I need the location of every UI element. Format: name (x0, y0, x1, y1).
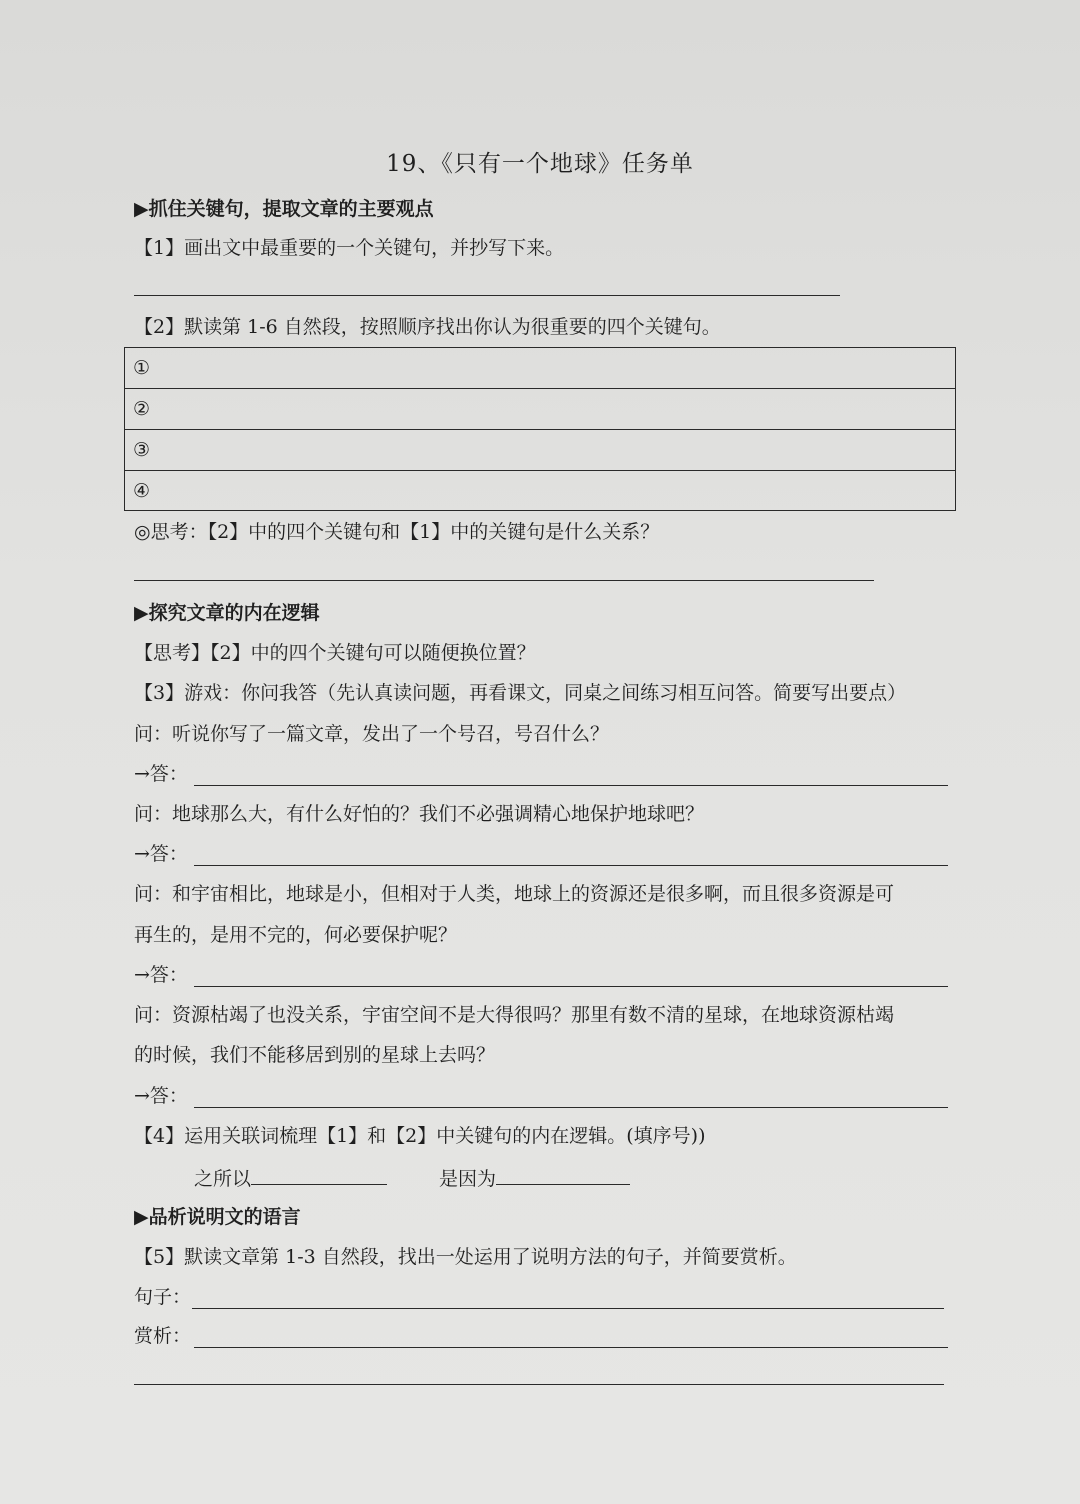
question-1: 【1】画出文中最重要的一个关键句，并抄写下来。 (134, 237, 565, 259)
section2-heading: ▶探究文章的内在逻辑 (134, 602, 320, 624)
question-4: 【4】运用关联词梳理【1】和【2】中关键句的内在逻辑。(填序号)) (134, 1125, 706, 1147)
answer-label-4: →答： (134, 1085, 188, 1107)
qa-question-2: 问：地球那么大，有什么好怕的？我们不必强调精心地保护地球吧？ (134, 803, 705, 825)
answer-label-2: →答： (134, 843, 188, 865)
question-3: 【3】游戏：你问我答（先认真读问题，再看课文，同桌之间练习相互问答。简要写出要点） (134, 682, 907, 704)
qa-answer-3 (134, 963, 948, 991)
qa-question-4-line-2: 的时候，我们不能移居到别的星球上去吗？ (134, 1044, 496, 1066)
row-number-4: ④ (133, 480, 151, 502)
key-sentence-row-3[interactable] (125, 429, 955, 470)
answer-input-3[interactable] (194, 986, 948, 987)
answer-input-2[interactable] (194, 865, 948, 866)
answer-input-1[interactable] (194, 785, 948, 786)
answer-label-3: →答： (134, 964, 188, 986)
analysis-extra-line[interactable] (134, 1384, 944, 1385)
sentence-label: 句子： (134, 1286, 192, 1308)
because-blank-1[interactable] (251, 1164, 387, 1185)
think-prompt-1: ◎思考：【2】中的四个关键句和【1】中的关键句是什么关系？ (134, 521, 660, 543)
analysis-label: 赏析： (134, 1325, 192, 1347)
answer-line-think[interactable] (134, 580, 874, 581)
qa-question-4-line-1: 问：资源枯竭了也没关系，宇宙空间不是大得很吗？那里有数不清的星球，在地球资源枯竭 (134, 1004, 895, 1026)
because-label-1: 之所以 (194, 1168, 252, 1190)
because-label-2: 是因为 (439, 1168, 497, 1190)
answer-label-1: →答： (134, 763, 188, 785)
analysis-input[interactable] (194, 1347, 948, 1348)
because-row (194, 1164, 630, 1191)
analysis-row (134, 1324, 948, 1352)
because-blank-2[interactable] (496, 1164, 630, 1185)
key-sentence-row-2[interactable] (125, 388, 955, 429)
qa-question-1: 问：听说你写了一篇文章，发出了一个号召，号召什么？ (134, 723, 610, 745)
qa-answer-1 (134, 762, 948, 790)
qa-question-3-line-1: 问：和宇宙相比，地球是小，但相对于人类，地球上的资源还是很多啊，而且很多资源是可 (134, 883, 895, 905)
answer-input-4[interactable] (194, 1107, 948, 1108)
sentence-row (134, 1285, 948, 1313)
question-2: 【2】默读第 1-6 自然段，按照顺序找出你认为很重要的四个关键句。 (134, 316, 721, 338)
sentence-input[interactable] (192, 1308, 944, 1309)
row-number-1: ① (133, 357, 151, 379)
row-number-2: ② (133, 398, 151, 420)
worksheet-title: 19、《只有一个地球》任务单 (386, 151, 694, 177)
key-sentence-row-4[interactable] (125, 470, 955, 511)
row-number-3: ③ (133, 439, 151, 461)
qa-answer-4 (134, 1084, 948, 1112)
qa-answer-2 (134, 842, 948, 870)
key-sentence-row-1[interactable] (125, 348, 955, 389)
answer-line-q1[interactable] (134, 295, 840, 296)
key-sentence-table (124, 347, 956, 511)
question-5: 【5】默读文章第 1-3 自然段，找出一处运用了说明方法的句子，并简要赏析。 (134, 1246, 797, 1268)
qa-question-3-line-2: 再生的，是用不完的，何必要保护呢？ (134, 924, 458, 946)
think-prompt-2: 【思考】【2】中的四个关键句可以随便换位置？ (134, 642, 536, 664)
section1-heading: ▶抓住关键句，提取文章的主要观点 (134, 198, 434, 220)
section3-heading: ▶品析说明文的语言 (134, 1206, 301, 1228)
